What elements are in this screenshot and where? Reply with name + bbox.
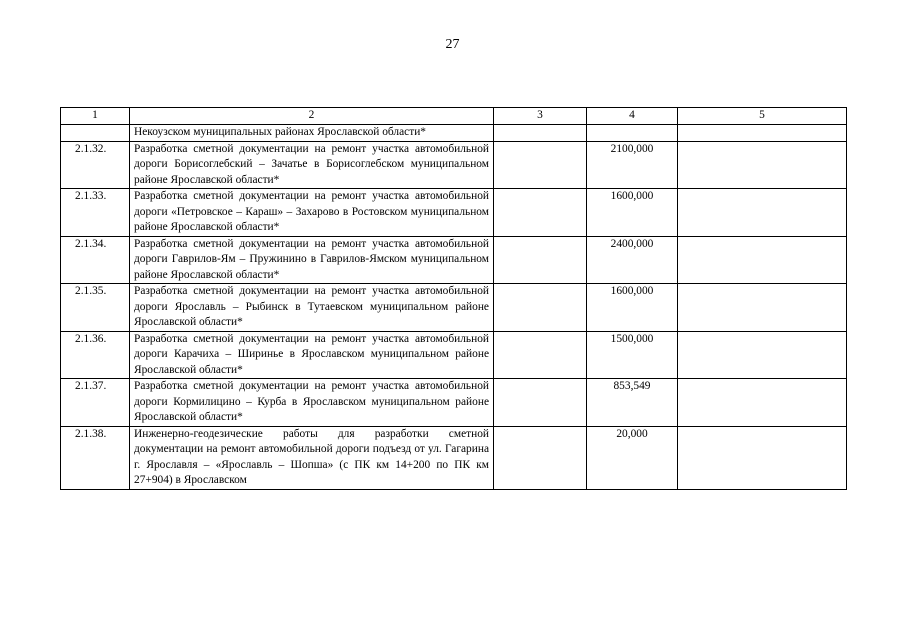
table-row [61, 426, 847, 489]
table-row [61, 189, 847, 237]
row-description: Некоузском муниципальных районах Ярославской области* [130, 125, 494, 142]
column-header-4: 4 [587, 108, 678, 125]
table-row [61, 236, 847, 284]
row-description: Разработка сметной документации на ремонт участка автомобильной дороги Гаврилов-Ям – Пружинино в Гаврилов-Ямском муниципальном районе Ярославской области* [130, 236, 494, 284]
row-description: Разработка сметной документации на ремонт участка автомобильной дороги Кормилицино – Курба в Ярославском муниципальном районе Ярославской области* [130, 379, 494, 427]
row-col3 [494, 236, 587, 284]
row-number: 2.1.38. [61, 426, 130, 489]
row-amount: 20,000 [587, 426, 678, 489]
page-number: 27 [445, 37, 460, 52]
row-col5 [678, 284, 847, 332]
row-number [61, 125, 130, 142]
column-header-5: 5 [678, 108, 847, 125]
row-col3 [494, 141, 587, 189]
row-amount [587, 125, 678, 142]
row-amount: 1600,000 [587, 284, 678, 332]
row-number: 2.1.33. [61, 189, 130, 237]
table-row [61, 379, 847, 427]
column-header-1: 1 [61, 108, 130, 125]
table-row [61, 331, 847, 379]
row-description: Разработка сметной документации на ремонт участка автомобильной дороги Карачиха – Ширинье в Ярославском муниципальном районе Ярославской области* [130, 331, 494, 379]
column-header-3: 3 [494, 108, 587, 125]
row-number: 2.1.34. [61, 236, 130, 284]
row-col5 [678, 379, 847, 427]
row-number: 2.1.37. [61, 379, 130, 427]
row-description: Разработка сметной документации на ремонт участка автомобильной дороги Ярославль – Рыбинск в Тутаевском муниципальном районе Ярославской области* [130, 284, 494, 332]
row-col3 [494, 426, 587, 489]
table-row [61, 141, 847, 189]
row-description: Инженерно-геодезические работы для разработки сметной документации на ремонт автомобильной дороги подъезд от ул. Гагарина г. Ярославля – «Ярославль – Шопша» (с ПК км 14+200 по ПК км 27+904) в Ярославском [130, 426, 494, 489]
row-number: 2.1.32. [61, 141, 130, 189]
budget-table [60, 107, 847, 490]
table-header-row [61, 108, 847, 125]
row-number: 2.1.36. [61, 331, 130, 379]
row-col5 [678, 189, 847, 237]
row-col3 [494, 379, 587, 427]
row-col5 [678, 236, 847, 284]
row-col3 [494, 189, 587, 237]
row-col3 [494, 284, 587, 332]
row-description: Разработка сметной документации на ремонт участка автомобильной дороги Борисоглебский – Зачатье в Борисоглебском муниципальном районе Ярославской области* [130, 141, 494, 189]
row-col5 [678, 125, 847, 142]
row-number: 2.1.35. [61, 284, 130, 332]
row-col5 [678, 141, 847, 189]
row-amount: 2400,000 [587, 236, 678, 284]
row-col5 [678, 426, 847, 489]
row-amount: 1600,000 [587, 189, 678, 237]
table-row [61, 125, 847, 142]
row-amount: 1500,000 [587, 331, 678, 379]
column-header-2: 2 [130, 108, 494, 125]
row-col5 [678, 331, 847, 379]
row-amount: 853,549 [587, 379, 678, 427]
table-row [61, 284, 847, 332]
row-col3 [494, 331, 587, 379]
row-description: Разработка сметной документации на ремонт участка автомобильной дороги «Петровское – Караш» – Захарово в Ростовском муниципальном районе Ярославской области* [130, 189, 494, 237]
row-amount: 2100,000 [587, 141, 678, 189]
row-col3 [494, 125, 587, 142]
